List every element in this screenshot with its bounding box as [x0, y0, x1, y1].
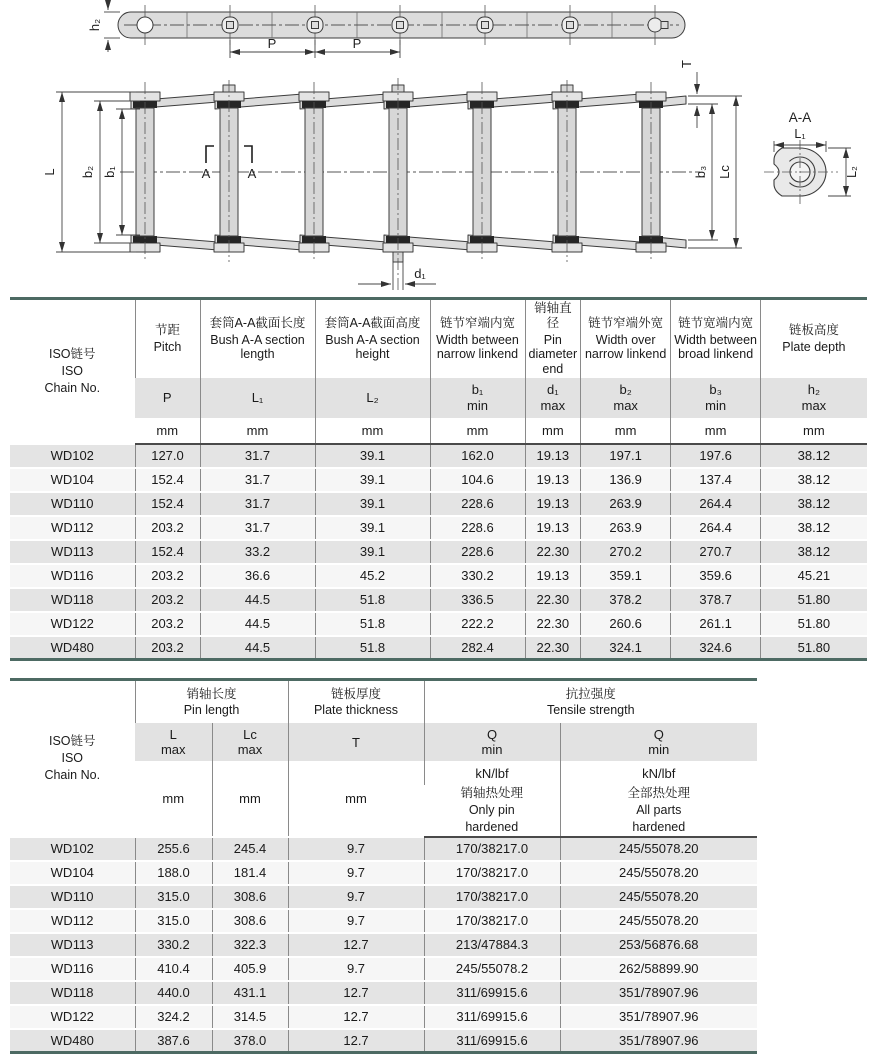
value-cell: 270.2: [581, 540, 671, 564]
group-header-tensile-strength: 抗拉强度 Tensile strength: [424, 680, 757, 724]
value-cell: 324.2: [135, 1005, 212, 1029]
chain-no-cell: WD113: [10, 933, 135, 957]
value-cell: 315.0: [135, 885, 212, 909]
chain-no-header-cn: ISO链号: [48, 734, 96, 749]
value-cell: 9.7: [288, 909, 424, 933]
value-cell: 440.0: [135, 981, 212, 1005]
value-cell: 314.5: [212, 1005, 288, 1029]
value-cell: 170/38217.0: [424, 909, 560, 933]
value-cell: 51.80: [761, 588, 867, 612]
value-cell: 245/55078.20: [560, 909, 757, 933]
value-cell: 351/78907.96: [560, 1029, 757, 1053]
value-cell: 22.30: [525, 612, 581, 636]
value-cell: 359.1: [581, 564, 671, 588]
dim-label-p1: P: [267, 36, 277, 51]
dim-label-h2: h₂: [87, 18, 102, 32]
value-cell: 311/69915.6: [424, 981, 560, 1005]
unit-cell: mm: [315, 418, 430, 444]
value-cell: 245/55078.2: [424, 957, 560, 981]
table-row: [10, 564, 867, 588]
value-cell: 330.2: [135, 933, 212, 957]
value-cell: 181.4: [212, 861, 288, 885]
value-cell: 31.7: [200, 468, 315, 492]
chain-no-cell: WD122: [10, 1005, 135, 1029]
value-cell: 38.12: [761, 516, 867, 540]
chain-no-cell: WD110: [10, 492, 135, 516]
plan-view: [120, 78, 700, 292]
section-label-a-left: A: [201, 166, 211, 181]
value-cell: 336.5: [430, 588, 525, 612]
sym-P: P: [135, 378, 200, 418]
chain-no-cell: WD102: [10, 837, 135, 861]
unit-cell: mm: [200, 418, 315, 444]
value-cell: 162.0: [430, 444, 525, 468]
value-cell: 260.6: [581, 612, 671, 636]
col-header-bush-height: 套筒A-A截面高度 Bush A-A section height: [315, 299, 430, 378]
col-header-bush-length: 套筒A-A截面长度 Bush A-A section length: [200, 299, 315, 378]
value-cell: 39.1: [315, 492, 430, 516]
group-header-plate-thickness: 链板厚度 Plate thickness: [288, 680, 424, 724]
unit-cell: kN/lbf: [560, 761, 757, 785]
chain-no-cell: WD113: [10, 540, 135, 564]
value-cell: 245/55078.20: [560, 861, 757, 885]
unit-cell: mm: [212, 761, 288, 836]
sym-L1: L₁: [200, 378, 315, 418]
value-cell: 31.7: [200, 516, 315, 540]
value-cell: 51.8: [315, 588, 430, 612]
value-cell: 264.4: [671, 492, 761, 516]
value-cell: 228.6: [430, 540, 525, 564]
value-cell: 170/38217.0: [424, 837, 560, 861]
chain-no-cell: WD116: [10, 957, 135, 981]
chain-no-header-en2: Chain No.: [44, 767, 101, 782]
value-cell: 322.3: [212, 933, 288, 957]
value-cell: 311/69915.6: [424, 1005, 560, 1029]
value-cell: 213/47884.3: [424, 933, 560, 957]
value-cell: 12.7: [288, 933, 424, 957]
note-only-pin-hardened: 销轴热处理 Only pin hardened: [424, 785, 560, 836]
value-cell: 12.7: [288, 981, 424, 1005]
dim-label-d1: d₁: [414, 266, 426, 281]
value-cell: 22.30: [525, 588, 581, 612]
value-cell: 39.1: [315, 468, 430, 492]
dim-label-Lc: Lc: [717, 165, 732, 179]
value-cell: 197.6: [671, 444, 761, 468]
value-cell: 222.2: [430, 612, 525, 636]
value-cell: 104.6: [430, 468, 525, 492]
value-cell: 282.4: [430, 636, 525, 660]
value-cell: 45.21: [761, 564, 867, 588]
chain-no-cell: WD102: [10, 444, 135, 468]
col-header-pitch: 节距 Pitch: [135, 299, 200, 378]
value-cell: 203.2: [135, 612, 200, 636]
value-cell: 324.1: [581, 636, 671, 660]
chain-no-cell: WD480: [10, 1029, 135, 1053]
col-header-width-narrow-out: 链节窄端外宽 Width over narrow linkend: [581, 299, 671, 378]
chain-no-cell: WD118: [10, 981, 135, 1005]
value-cell: 9.7: [288, 861, 424, 885]
chain-no-header-cn: ISO链号: [48, 347, 96, 362]
value-cell: 245/55078.20: [560, 885, 757, 909]
sym-Q-all: Q min: [560, 723, 757, 761]
value-cell: 51.8: [315, 636, 430, 660]
dim-label-b3: b₃: [693, 165, 708, 179]
value-cell: 19.13: [525, 468, 581, 492]
value-cell: 45.2: [315, 564, 430, 588]
value-cell: 245.4: [212, 837, 288, 861]
strength-table: [10, 678, 757, 1054]
group-header-pin-length: 销轴长度 Pin length: [135, 680, 288, 724]
dim-label-L: L: [42, 168, 57, 176]
note-all-parts-hardened: 全部热处理 All parts hardened: [560, 785, 757, 836]
value-cell: 308.6: [212, 885, 288, 909]
sym-b2: b₂ max: [581, 378, 671, 418]
chain-drawing: [0, 0, 874, 297]
table-row: [10, 837, 757, 861]
unit-cell: mm: [525, 418, 581, 444]
dim-label-L2: L₂: [845, 166, 859, 178]
col-header-width-narrow-in: 链节窄端内宽 Width between narrow linkend: [430, 299, 525, 378]
header-units-row: [10, 418, 867, 444]
value-cell: 263.9: [581, 492, 671, 516]
value-cell: 245/55078.20: [560, 837, 757, 861]
table-row: [10, 861, 757, 885]
dim-label-T: T: [679, 60, 694, 68]
table-row: [10, 909, 757, 933]
value-cell: 9.7: [288, 885, 424, 909]
dimensions-table-body: [10, 444, 867, 660]
value-cell: 12.7: [288, 1005, 424, 1029]
value-cell: 170/38217.0: [424, 885, 560, 909]
value-cell: 44.5: [200, 612, 315, 636]
value-cell: 152.4: [135, 540, 200, 564]
value-cell: 330.2: [430, 564, 525, 588]
unit-cell: mm: [288, 761, 424, 836]
unit-cell: mm: [162, 790, 185, 806]
value-cell: 203.2: [135, 564, 200, 588]
value-cell: 263.9: [581, 516, 671, 540]
chain-no-cell: WD116: [10, 564, 135, 588]
sym-Q-pin: Q min: [424, 723, 560, 761]
sym-L: L max: [135, 723, 212, 761]
value-cell: 188.0: [135, 861, 212, 885]
table-row: [10, 933, 757, 957]
value-cell: 39.1: [315, 516, 430, 540]
section-detail: [764, 140, 851, 205]
dimensions-table: [10, 297, 867, 661]
value-cell: 12.7: [288, 1029, 424, 1053]
chain-no-cell: WD110: [10, 885, 135, 909]
table-row: [10, 516, 867, 540]
chain-no-cell: WD480: [10, 636, 135, 660]
chain-no-cell: WD104: [10, 468, 135, 492]
unit-cell: mm: [430, 418, 525, 444]
value-cell: 170/38217.0: [424, 861, 560, 885]
value-cell: 315.0: [135, 909, 212, 933]
value-cell: 261.1: [671, 612, 761, 636]
value-cell: 38.12: [761, 540, 867, 564]
sym-L2: L₂: [315, 378, 430, 418]
value-cell: 378.2: [581, 588, 671, 612]
chain-no-cell: WD104: [10, 861, 135, 885]
value-cell: 51.80: [761, 612, 867, 636]
value-cell: 39.1: [315, 444, 430, 468]
value-cell: 378.7: [671, 588, 761, 612]
value-cell: 38.12: [761, 492, 867, 516]
header-symbols-row: [10, 378, 867, 418]
value-cell: 19.13: [525, 492, 581, 516]
col-header-pin-diameter: 销轴直径 Pin diameter end: [525, 299, 581, 378]
value-cell: 351/78907.96: [560, 1005, 757, 1029]
chain-no-cell: WD122: [10, 612, 135, 636]
value-cell: 359.6: [671, 564, 761, 588]
dim-label-L1: L₁: [794, 127, 806, 141]
value-cell: 255.6: [135, 837, 212, 861]
value-cell: 22.30: [525, 540, 581, 564]
value-cell: 203.2: [135, 588, 200, 612]
col-header-width-broad-in: 链节宽端内宽 Width between broad linkend: [671, 299, 761, 378]
chain-no-header-en2: Chain No.: [44, 380, 101, 395]
value-cell: 33.2: [200, 540, 315, 564]
value-cell: 311/69915.6: [424, 1029, 560, 1053]
value-cell: 19.13: [525, 516, 581, 540]
table-row: [10, 636, 867, 660]
table-row: [10, 957, 757, 981]
value-cell: 9.7: [288, 957, 424, 981]
value-cell: 19.13: [525, 564, 581, 588]
unit-cell: kN/lbf: [424, 761, 560, 785]
value-cell: 39.1: [315, 540, 430, 564]
value-cell: 410.4: [135, 957, 212, 981]
value-cell: 378.0: [212, 1029, 288, 1053]
table-row: [10, 468, 867, 492]
value-cell: 137.4: [671, 468, 761, 492]
unit-cell: mm: [761, 418, 867, 444]
value-cell: 197.1: [581, 444, 671, 468]
table-row: [10, 444, 867, 468]
value-cell: 38.12: [761, 468, 867, 492]
chain-no-header: [10, 299, 135, 444]
value-cell: 44.5: [200, 636, 315, 660]
value-cell: 405.9: [212, 957, 288, 981]
col-header-plate-depth: 链板高度 Plate depth: [761, 299, 867, 378]
table-row: [10, 612, 867, 636]
value-cell: 36.6: [200, 564, 315, 588]
value-cell: 387.6: [135, 1029, 212, 1053]
chain-no-cell: WD112: [10, 516, 135, 540]
value-cell: 270.7: [671, 540, 761, 564]
value-cell: 228.6: [430, 492, 525, 516]
value-cell: 152.4: [135, 468, 200, 492]
value-cell: 203.2: [135, 636, 200, 660]
value-cell: 51.80: [761, 636, 867, 660]
chain-no-header-en1: ISO: [61, 751, 84, 765]
chain-no-header: [10, 680, 135, 837]
chain-no-header-en1: ISO: [61, 364, 84, 378]
sym-Lc: Lc max: [212, 723, 288, 761]
value-cell: 31.7: [200, 444, 315, 468]
unit-cell: mm: [135, 418, 200, 444]
value-cell: 9.7: [288, 837, 424, 861]
sym-b1: b₁ min: [430, 378, 525, 418]
strength-table-body: [10, 837, 757, 1053]
dim-label-p2: P: [352, 36, 362, 51]
dim-label-b1: b₁: [102, 166, 117, 178]
dim-label-b2: b₂: [80, 165, 95, 179]
value-cell: 19.13: [525, 444, 581, 468]
table-row: [10, 981, 757, 1005]
value-cell: 51.8: [315, 612, 430, 636]
table-row: [10, 492, 867, 516]
table-row: [10, 1005, 757, 1029]
section-label-a-right: A: [247, 166, 257, 181]
value-cell: 262/58899.90: [560, 957, 757, 981]
value-cell: 22.30: [525, 636, 581, 660]
sym-T: T: [288, 723, 424, 761]
table-row: [10, 885, 757, 909]
sym-d1: d₁ max: [525, 378, 581, 418]
value-cell: 253/56876.68: [560, 933, 757, 957]
chain-no-cell: WD112: [10, 909, 135, 933]
value-cell: 127.0: [135, 444, 200, 468]
value-cell: 351/78907.96: [560, 981, 757, 1005]
value-cell: 44.5: [200, 588, 315, 612]
section-detail-title: A-A: [788, 110, 812, 125]
value-cell: 431.1: [212, 981, 288, 1005]
header-names-row: [10, 299, 867, 378]
header-names-row: [10, 680, 757, 724]
value-cell: 152.4: [135, 492, 200, 516]
value-cell: 324.6: [671, 636, 761, 660]
value-cell: 264.4: [671, 516, 761, 540]
value-cell: 203.2: [135, 516, 200, 540]
value-cell: 38.12: [761, 444, 867, 468]
table-row: [10, 588, 867, 612]
unit-cell: mm: [581, 418, 671, 444]
value-cell: 31.7: [200, 492, 315, 516]
value-cell: 228.6: [430, 516, 525, 540]
table-row: [10, 540, 867, 564]
side-view: [118, 5, 685, 45]
sym-b3: b₃ min: [671, 378, 761, 418]
table-gap: [0, 661, 874, 678]
value-cell: 136.9: [581, 468, 671, 492]
sym-h2: h₂ max: [761, 378, 867, 418]
unit-cell: mm: [671, 418, 761, 444]
value-cell: 308.6: [212, 909, 288, 933]
chain-no-cell: WD118: [10, 588, 135, 612]
